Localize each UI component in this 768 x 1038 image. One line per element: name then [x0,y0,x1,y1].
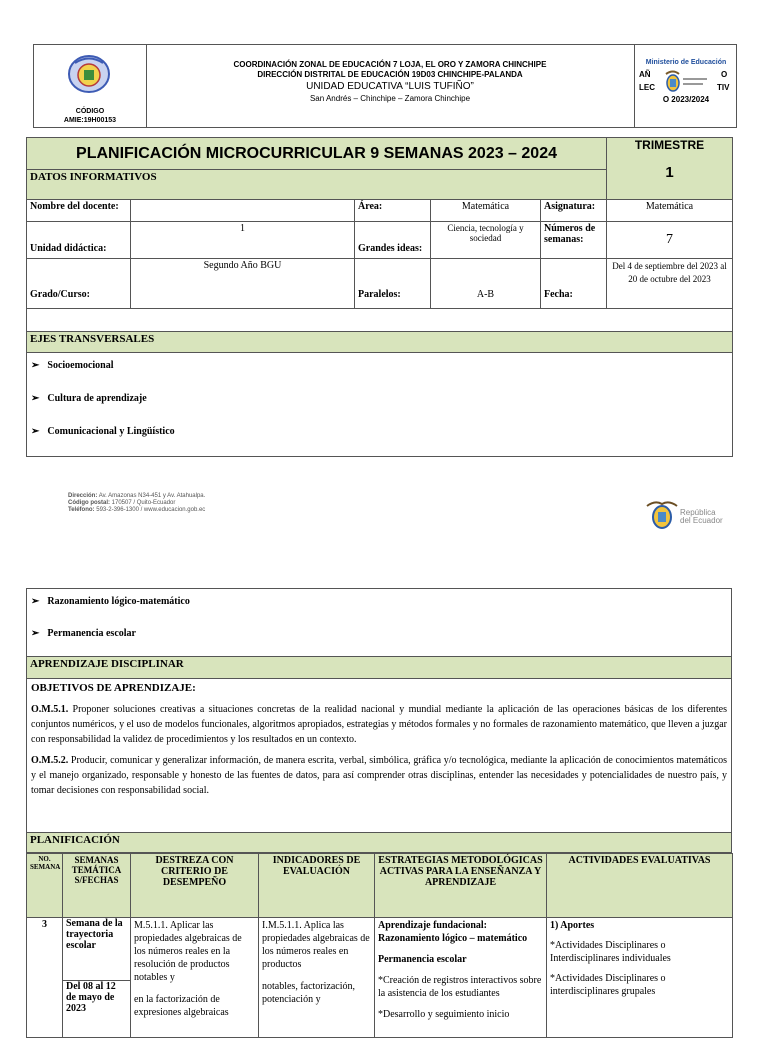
amie-code: AMIE:19H00153 [63,117,117,124]
col-header-destreza: DESTREZA CON CRITERIO DE DESEMPEÑO [131,854,259,918]
arrow-bullet-icon: ➢ [31,426,40,437]
numeros-value: 7 [607,222,733,259]
direccion-line: DIRECCIÓN DISTRITAL DE EDUCACIÓN 19D03 CHINCHIPE-PALANDA [257,70,523,79]
trimestre-value: 1 [665,164,674,181]
paralelos-label: Paralelos: [355,259,431,309]
planificacion-table [26,853,733,1038]
lec-left: LEC [639,83,655,92]
header-center [146,45,634,127]
lec-right: TIV [717,83,730,92]
col-header-semanas: SEMANAS TEMÁTICA S/FECHAS [63,854,131,918]
eje-item: ➢ Cultura de aprendizaje [31,393,147,404]
grado-label: Grado/Curso: [27,259,131,309]
school-name: UNIDAD EDUCATIVA “LUIS TUFIÑO” [306,81,474,92]
fecha-value: Del 4 de septiembre del 2023 al 20 de octubre del 2023 [607,259,733,309]
asignatura-label: Asignatura: [541,200,607,222]
arrow-bullet-icon: ➢ [31,628,40,639]
ministry-name: Ministerio de Educación [645,59,727,66]
docente-value [131,200,355,222]
objetivos-label: OBJETIVOS DE APRENDIZAJE: [31,682,196,694]
ejes-label: EJES TRANSVERSALES [27,332,733,353]
arrow-bullet-icon: ➢ [31,596,40,607]
school-logo-icon [67,54,111,94]
fecha-label: Fecha: [541,259,607,309]
planificacion-label: PLANIFICACIÓN [27,833,732,853]
institution-header [33,44,737,128]
ano-right: O [721,70,728,79]
aprendizaje-label: APRENDIZAJE DISCIPLINAR [27,657,732,679]
spacer-row [27,309,733,332]
logo-label [34,55,146,56]
ano-left: AÑ [639,70,651,79]
eje-item: ➢ Permanencia escolar [31,628,136,639]
row-indicador: I.M.5.1.1. Aplica las propiedades algebraicas de los números reales en productos notables, factorización, potenciación y [259,918,375,1038]
numeros-label: Números de semanas: [541,222,607,259]
republica-label: República del Ecuador [680,508,723,525]
eje-item: ➢ Razonamiento lógico-matemático [31,596,190,607]
paralelos-value: A-B [431,259,541,309]
grandes-value: Ciencia, tecnología y sociedad [431,222,541,259]
grado-value: Segundo Año BGU [131,259,355,309]
objetivos-cell [27,679,732,833]
col-header-estrategias: ESTRATEGIAS METODOLÓGICAS ACTIVAS PARA LA ENSEÑANZA Y APRENDIZAJE [375,854,547,918]
trimestre-label: TRIMESTRE [634,138,705,152]
codigo-label: CÓDIGO [75,108,105,115]
ejes-more-list [27,589,732,657]
plan-title: PLANIFICACIÓN MICROCURRICULAR 9 SEMANAS 2023 – 2024 [27,138,607,170]
unidad-label: Unidad didáctica: [27,222,131,259]
coordinacion-line: COORDINACIÓN ZONAL DE EDUCACIÓN 7 LOJA, EL ORO Y ZAMORA CHINCHIPE [233,60,547,69]
asignatura-value: Matemática [607,200,733,222]
school-location: San Andrés – Chinchipe – Zamora Chinchipe [309,94,471,103]
trimestre-cell [607,138,733,200]
col-header-indicadores: INDICADORES DE EVALUACIÓN [259,854,375,918]
row-destreza: M.5.1.1. Aplicar las propiedades algebraicas de los números reales en la resolución de productos notables y en la factorización de expresiones algebraicas [131,918,259,1038]
datos-label: DATOS INFORMATIVOS [27,170,607,200]
objective-om1: O.M.5.1. Proponer soluciones creativas a situaciones concretas de la realidad nacional y mundial mediante la aplicación de las operaciones básicas de los diferentes conjuntos numéricos, y el uso de modelos funcionales, algoritmos apropiados, estrategias y métodos formales y no formales de razonamiento matemático, que lleven a juzgar con responsabilidad la validez de procedimientos y los resultados en un contexto. [31,704,727,745]
row-actividades: 1) Aportes *Actividades Disciplinares o Interdisciplinares individuales *Actividades Disciplinares o interdisciplinares grupales [547,918,733,1038]
eje-item: ➢ Socioemocional [31,360,114,371]
area-value: Matemática [431,200,541,222]
row-semana: Semana de la trayectoria escolar Del 08 al 12 de mayo de 2023 [63,918,131,1038]
area-label: Área: [355,200,431,222]
eje-item: ➢ Comunicacional y Lingüístico [31,426,175,437]
school-year: O 2023/2024 [662,95,710,104]
arrow-bullet-icon: ➢ [31,360,40,371]
grandes-label: Grandes ideas: [355,222,431,259]
col-header-actividades: ACTIVIDADES EVALUATIVAS [547,854,733,918]
objective-om2: O.M.5.2. Producir, comunicar y generalizar información, de manera escrita, verbal, simbólica, gráfica y/o tecnológica, mediante la aplicación de conocimientos matemáticos y el manejo organizado, responsable y honesto de las fuentes de datos, para así comprender otras disciplinas, entender las necesidades y potencialidades de nuestro país, y tomar decisiones con responsabilidad social. [31,755,727,796]
arrow-bullet-icon: ➢ [31,393,40,404]
docente-label: Nombre del docente: [27,200,131,222]
page-footer-address: Dirección: Av. Amazonas N34-451 y Av. Atahualpa. Código postal: 170507 / Quito-Ecuador Teléfono: 593-2-396-1300 / www.educacion.gob.ec [68,493,206,513]
datos-informativos-table [26,137,733,457]
col-header-no: NO. SEMANA [27,854,63,918]
school-logo-cell [34,45,147,127]
row-estrategias: Aprendizaje fundacional: Razonamiento lógico – matemático Permanencia escolar *Creación de registros interactivos sobre la asistencia de los estudiantes *Desarrollo y seguimiento inicio [375,918,547,1038]
unidad-value: 1 [131,222,355,259]
row-no: 3 [27,918,63,1038]
ecuador-coat-of-arms-icon [645,498,679,532]
ejes-list [27,353,733,457]
ecuador-emblem-icon [663,68,709,96]
page2-table [26,588,732,853]
ministry-cell [634,45,737,127]
